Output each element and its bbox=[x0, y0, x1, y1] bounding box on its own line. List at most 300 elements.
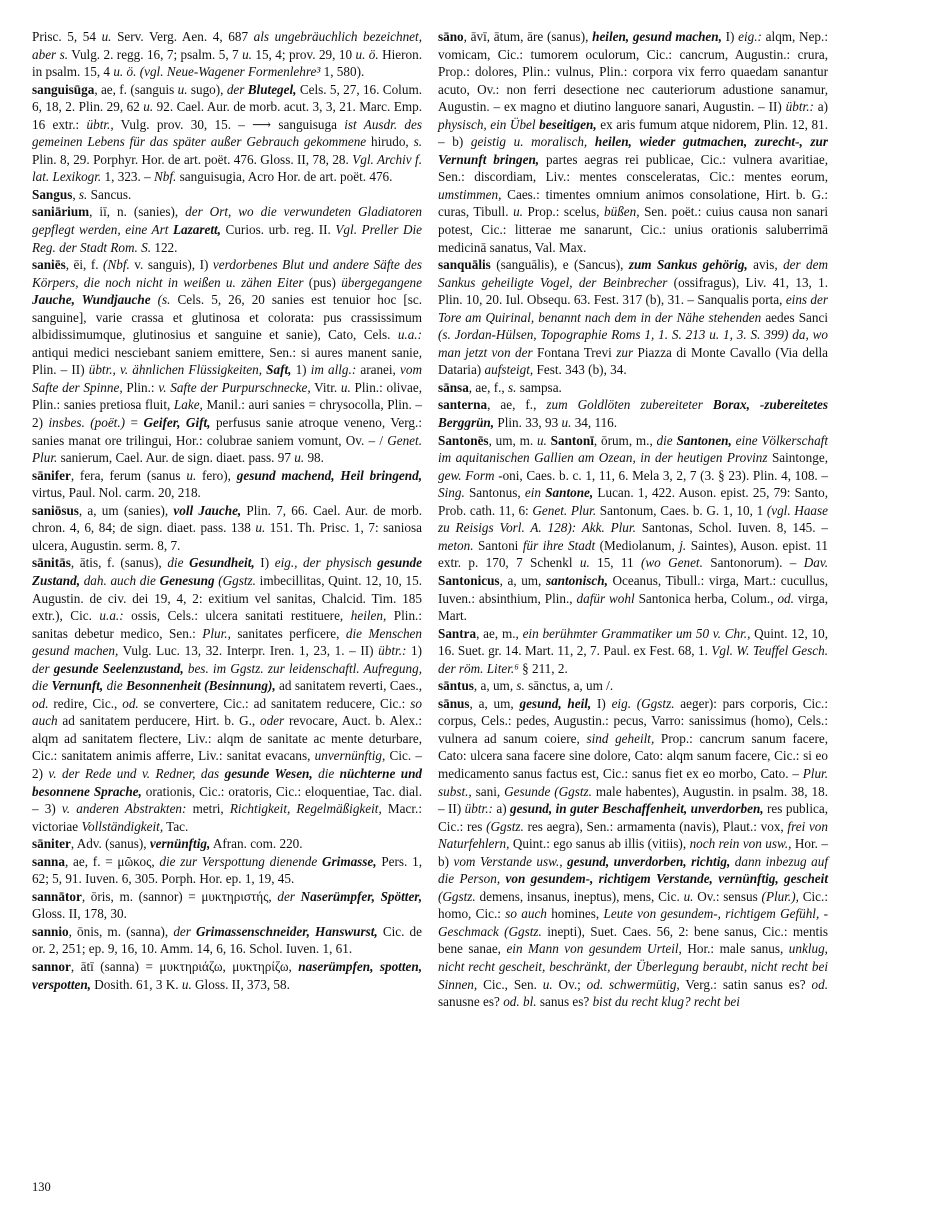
entry-text: (s. bbox=[157, 292, 171, 308]
headword: saniōsus bbox=[32, 502, 79, 518]
entry-text: , a, um, bbox=[469, 695, 520, 711]
entry-text: Santone, bbox=[545, 485, 594, 501]
entry-text: , ēi, f. bbox=[65, 257, 104, 273]
entry-text: , ae, f. = μῶκος, bbox=[65, 853, 160, 869]
entry-text: Borax, -zubereitetes Berggrün, bbox=[438, 397, 828, 431]
entry-text: Geifer, Gift, bbox=[143, 415, 211, 431]
entry-text: Leute von gesundem-, richtigem Gefühl, -Geschmack (Ggstz. bbox=[438, 906, 828, 939]
entry-text: die Menschen gesund machen, bbox=[32, 625, 422, 659]
entry-text: a) bbox=[492, 801, 511, 817]
entry-text: Vulg. Luc. 13, 32. Interpr. Iren. 1, 23, 1. – II) bbox=[118, 643, 379, 659]
entry-text: Gloss. II, 373, 58. bbox=[191, 976, 290, 992]
headword: sāno bbox=[438, 29, 464, 44]
entry-text: sanierum, Cael. Aur. de sign. diaet. pass. 97 bbox=[57, 450, 295, 466]
entry-text: hirudo, bbox=[366, 134, 414, 150]
entry-text: Gloss. II, 178, 30. bbox=[32, 906, 127, 922]
entry-text: die bbox=[656, 432, 673, 448]
entry-text: sanus es? bbox=[536, 994, 593, 1010]
entry-text: u. bbox=[186, 467, 197, 483]
entry-text: von gesundem-, richtigem Verstande, vernünftig, gescheit bbox=[505, 871, 828, 887]
entry-text: Plin.: sanitas debetur medico, Sen.: bbox=[32, 608, 423, 641]
entry-text: alqm, Nep.: vomicam, Cic.: tumorem oculorum, Cic.: cancrum, Augustin.: crura, Prop.: dolores, Plin.: vulnus, Plin.: corpora vix ferro quaedam sanantur acuto, Ov.: non ferri desectione nec cauteriorum adustione sanamur, Augustin. – ex magno et diutino languore sanari, Augustin. – II) bbox=[438, 29, 828, 115]
entry-text: 1, 323. – bbox=[101, 169, 154, 185]
entry-text: res aegra), Sen.: armamenta (navis), Plaut.: vox, bbox=[523, 818, 788, 834]
entry-text: Santonum, Caes. b. G. 1, 10, 1 bbox=[596, 502, 767, 518]
entry-text: avis, bbox=[747, 257, 784, 273]
entry-text: s. bbox=[516, 678, 525, 694]
entry-text: Serv. Verg. Aen. 4, 687 bbox=[111, 29, 254, 44]
entry-text: Macr.: victoriae bbox=[32, 801, 422, 834]
entry-text: u. bbox=[255, 520, 266, 536]
entry-text: Lazarett, bbox=[172, 222, 221, 238]
entry-text: u. ö. bbox=[355, 46, 379, 62]
entry-text: u.a.: bbox=[397, 327, 422, 343]
entry-text: Vgl. Preller Die Reg. der Stadt Rom. S. bbox=[32, 222, 423, 255]
entry-text: der bbox=[226, 81, 245, 97]
entry-text: sugo), bbox=[187, 81, 227, 97]
entry-text: , ae, m., bbox=[476, 625, 523, 641]
entry-text: res publica, Cic.: res bbox=[438, 801, 828, 834]
entry-text: übergegangene bbox=[341, 274, 423, 290]
entry-text: ist Ausdr. des gemeinen Lebens für das später außer Gebrauch gekommene bbox=[32, 116, 422, 150]
entry-text: Genet. Plur. bbox=[532, 502, 597, 518]
entry-text: (s. Jordan-Hülsen, Topographie Roms 1, 1. S. 213 u. 1, 3. S. 399) da, wo man jetzt von der bbox=[438, 327, 828, 360]
dictionary-entry bbox=[438, 396, 828, 431]
entry-text: (Ggstz. bbox=[438, 888, 476, 904]
entry-text: gesunde Zustand, bbox=[32, 555, 422, 588]
entry-text: (Plur.), bbox=[761, 888, 799, 904]
entry-text: gesund, heil, bbox=[519, 695, 592, 711]
entry-text: , a, um, bbox=[473, 678, 517, 694]
entry-text: od. bbox=[777, 590, 794, 606]
entry-text: Verg.: satin sanus es? bbox=[679, 976, 812, 992]
entry-text: Plin.: olivae, Plin.: sanies pretiosa fluit, bbox=[32, 379, 423, 413]
entry-text: 34, 116. bbox=[571, 415, 618, 431]
left-column bbox=[32, 28, 422, 993]
entry-text: 15, 4; prov. 29, 10 bbox=[251, 46, 356, 62]
entry-text: im allg.: bbox=[310, 362, 357, 378]
entry-text: zum Sankus gehörig, bbox=[628, 257, 748, 273]
entry-text: s. bbox=[413, 134, 423, 150]
dictionary-entry bbox=[438, 625, 828, 678]
entry-text: Naserümpfer, Spötter, bbox=[300, 888, 422, 904]
dictionary-entry bbox=[438, 432, 828, 625]
entry-text: od. bl. bbox=[503, 994, 537, 1010]
entry-text: zur bbox=[616, 344, 634, 360]
entry-text: sanguisugia, Acro Hor. de art. poët. 476. bbox=[176, 169, 393, 185]
entry-text: geistig u. moralisch, bbox=[470, 134, 588, 150]
entry-text: übtr.: bbox=[464, 801, 493, 817]
entry-text: übtr., v. ähnlichen Flüssigkeiten, bbox=[88, 362, 263, 378]
entry-text: Hor.: male sanus, bbox=[681, 941, 789, 957]
entry-text: Vernunft, bbox=[51, 678, 104, 694]
entry-text: Besonnenheit (Besinnung), bbox=[126, 678, 276, 694]
entry-text: Vollständigkeit, bbox=[81, 818, 164, 834]
entry-text: Plin.: bbox=[122, 379, 159, 395]
entry-text: Santonica herba, Colum., bbox=[634, 590, 778, 606]
entry-text: unklug, nicht recht gescheit, beschränkt, der Überlegung beraubt, nicht recht bei Sinnen, bbox=[438, 941, 828, 992]
entry-text: u. bbox=[513, 204, 523, 220]
entry-text: Pers. 1, 62; 5, 91. Iuven. 6, 305. Porph. Hor. ep. 1, 19, 45. bbox=[32, 853, 422, 887]
headword: sānifer bbox=[32, 467, 71, 483]
entry-text: Vgl. Archiv f. lat. Lexikogr. bbox=[32, 151, 422, 185]
entry-text: meton. bbox=[438, 537, 474, 553]
entry-text: Nbf. bbox=[153, 169, 177, 185]
entry-text: Fest. 343 (b), 34. bbox=[533, 362, 627, 378]
entry-text: Grimassenschneider, Hanswurst, bbox=[196, 923, 378, 939]
entry-text: Piazza di Monte Cavallo (Via della Dataria) bbox=[438, 344, 829, 378]
entry-text: , fera, ferum (sanus bbox=[70, 467, 187, 483]
entry-text: ad sanitatem perducere, Hirt. b. G., bbox=[57, 713, 260, 729]
entry-text: die bbox=[318, 765, 335, 781]
entry-text: 122. bbox=[151, 239, 178, 255]
entry-text: ein bbox=[524, 485, 541, 501]
entry-text: verdorbenes Blut und andere Säfte des Körpers, die noch nicht in weißen u. zähen Eiter bbox=[32, 257, 422, 290]
entry-text: oder bbox=[259, 713, 285, 729]
entry-text: Hor. – b) bbox=[438, 836, 829, 869]
right-column bbox=[438, 28, 828, 1011]
entry-text: Plin. 7, 66. Cael. Aur. de morb. chron. 4, 6, 84; de sign. diaet. pass. 138 bbox=[32, 502, 422, 536]
entry-text: homines, bbox=[546, 906, 604, 922]
entry-text: u. bbox=[579, 555, 590, 571]
entry-text: = bbox=[125, 415, 144, 431]
entry-text: I) bbox=[591, 695, 612, 711]
dictionary-entry bbox=[438, 379, 828, 397]
entry-text: Sing. bbox=[438, 485, 465, 501]
entry-text: od. schwermütig, bbox=[586, 976, 680, 992]
entry-text: Gesunde (Ggstz. bbox=[504, 783, 592, 799]
entry-text: Dosith. 61, 3 K. bbox=[90, 976, 182, 992]
entry-text: u. bbox=[536, 432, 547, 448]
entry-text: u. bbox=[143, 99, 154, 115]
entry-text: u. bbox=[181, 976, 192, 992]
entry-text: inepti), Suet. Caes. 56, 2: bene sanus, Cic.: mentis bene sanae, bbox=[438, 923, 828, 957]
headword: saniārium bbox=[32, 204, 90, 220]
entry-text: Blutegel, bbox=[247, 81, 297, 97]
entry-text: (Ggstz. bbox=[218, 572, 256, 588]
entry-text: fero), bbox=[196, 467, 237, 483]
entry-text bbox=[151, 292, 158, 307]
entry-text: orationis, Cic.: oratoris, Cic.: eloquentiae, Tac. dial. – 3) bbox=[32, 783, 422, 817]
headword: sannio bbox=[32, 923, 69, 939]
entry-text: od. bbox=[122, 695, 139, 711]
entry-text: , bbox=[72, 186, 79, 202]
entry-text: übtr.: bbox=[378, 643, 407, 659]
entry-text: sind geheilt, bbox=[586, 730, 655, 746]
headword: sāntus bbox=[438, 678, 474, 694]
entry-text: virga, Mart. bbox=[438, 590, 828, 624]
entry-text: u. bbox=[101, 29, 112, 44]
entry-text: gesunde Wesen, bbox=[224, 765, 313, 781]
entry-text: Fontana Trevi bbox=[532, 344, 617, 360]
entry-text: u. bbox=[177, 81, 188, 97]
entry-text bbox=[587, 134, 595, 149]
entry-text: santonisch, bbox=[545, 572, 608, 588]
entry-text: metri, bbox=[186, 801, 230, 817]
entry-text: übtr.: bbox=[785, 99, 814, 115]
entry-text: § 211, 2. bbox=[518, 660, 568, 676]
entry-text: vom Safte der Spinne, bbox=[32, 362, 422, 395]
entry-text: aufsteigt, bbox=[484, 362, 534, 378]
headword: sanquālis bbox=[438, 257, 491, 273]
entry-text: aranei, bbox=[356, 362, 400, 378]
entry-text: Afran. com. 220. bbox=[210, 836, 303, 852]
entry-text: redire, Cic., bbox=[48, 695, 123, 711]
entry-text: perfusus sanie atroque veneno, Verg.: sanies manat ore trilingui, Hor.: colubrae saniem vomunt, Ov. – / bbox=[32, 415, 422, 448]
entry-text: antiqui medici nesciebant saniem emittere, Sen.: si aures manent sanie, Plin. – II) bbox=[32, 344, 422, 378]
entry-text: ossis, Cels.: ulcera sanitati restituere, bbox=[123, 608, 351, 624]
entry-text: gesund, in guter Beschaffenheit, unverdorben, bbox=[510, 801, 764, 817]
entry-text: , ae, f. (sanguis bbox=[94, 81, 178, 97]
entry-text: heilen, gesund machen, bbox=[592, 29, 722, 44]
headword: Santonī bbox=[550, 432, 594, 448]
entry-text: so auch bbox=[505, 906, 547, 922]
entry-text: eig., der physisch bbox=[274, 555, 372, 571]
entry-text: s. bbox=[507, 379, 517, 395]
headword: sannātor bbox=[32, 888, 82, 904]
entry-text: Plin. 33, 93 bbox=[494, 415, 562, 431]
entry-text: , ae, f., bbox=[468, 379, 508, 395]
entry-text: aedes Sanci bbox=[761, 309, 828, 325]
entry-text: ad sanitatem reverti, Caes., bbox=[275, 678, 423, 694]
entry-text: Cels. 5, 27, 16. Colum. 6, 18, 2. Plin. 29, 62 bbox=[32, 81, 422, 115]
entry-text: j. bbox=[679, 537, 687, 553]
entry-text: zum Goldlöten zubereiteter bbox=[546, 397, 703, 413]
entry-text: Sen. poët.: cuius causa non sanari potest, Cic.: litterae me sanarunt, Cic.: unius orationis saluberrimā medicinā sanatus, Val. Max. bbox=[438, 204, 828, 255]
headword: sanguisūga bbox=[32, 81, 95, 97]
dictionary-entry bbox=[32, 467, 422, 502]
entry-text: , Adv. (sanus), bbox=[70, 836, 150, 852]
entry-text: unvernünftig, bbox=[314, 748, 386, 764]
entry-text: Santonen, bbox=[676, 432, 732, 448]
entry-text: imbecillitas, Quint. 12, 10, 15. Augustin. de civ. dei 19, 4, 2: exitium vel sanitas, Chalcid. Tim. 185 extr.), Cic. bbox=[32, 572, 423, 624]
entry-text: u. bbox=[242, 46, 252, 62]
entry-text: 1, 580). bbox=[320, 64, 365, 80]
entry-text: 1) bbox=[291, 362, 311, 378]
entry-text: übtr., bbox=[86, 116, 114, 132]
entry-text: (pus) bbox=[303, 274, 342, 290]
entry-text: Dav. bbox=[803, 555, 828, 571]
entry-text: , um, m. bbox=[488, 432, 537, 448]
entry-text: Santonorum). – bbox=[702, 555, 804, 571]
entry-text: od. bbox=[32, 695, 49, 711]
entry-text: heilen, wieder gutmachen, zurecht-, zur Vernunft bringen, bbox=[438, 134, 828, 167]
entry-text: für ihre Stadt bbox=[522, 537, 596, 553]
entry-text: u. bbox=[561, 415, 572, 431]
dictionary-entry bbox=[438, 256, 828, 379]
entry-text: demens, insanus, ineptus), mens, Cic. bbox=[475, 888, 684, 904]
entry-text: die bbox=[167, 555, 184, 571]
entry-text: , iī, n. (sanies), bbox=[89, 204, 186, 220]
entry-text: noch rein von usw., bbox=[689, 836, 792, 852]
entry-text: heilen, bbox=[350, 608, 387, 624]
entry-text: Quint.: ego sanus ab illis (vitiis), bbox=[509, 836, 690, 852]
entry-text: se convertere, Cic.: ad sanitatem reducere, Cic.: bbox=[138, 695, 411, 711]
entry-text: u. ö. (vgl. Neue-Wagener Formenlehre³ bbox=[113, 64, 321, 80]
entry-text: , āvī, ātum, āre (sanus), bbox=[463, 29, 593, 44]
entry-text bbox=[703, 397, 713, 412]
entry-text: Santonas, Schol. Iuven. 8, 145. – bbox=[635, 520, 828, 536]
entry-text: 1) bbox=[406, 643, 422, 659]
entry-text: , ae, f., bbox=[487, 397, 547, 413]
entry-text: Gesundheit, bbox=[189, 555, 255, 571]
entry-text: Richtigkeit, Regelmäßigkeit, bbox=[229, 801, 382, 817]
entry-text: , ātī (sanna) = μυκτηριάζω, μυκτηρίζω, bbox=[70, 958, 299, 974]
dictionary-entry bbox=[438, 695, 828, 1011]
entry-text: -oni, Caes. b. c. 1, 11, 6. Mela 3, 2, 7 (3. § 23). Plin. 4, 108. – bbox=[494, 467, 828, 483]
headword: sāniter bbox=[32, 836, 71, 852]
headword: sanna bbox=[32, 853, 65, 869]
entry-text: partes aegras rei publicae, Cic.: vulnera avaritiae, Sen.: discordiam, Liv.: mentes consceleratas, Cic.: mentes eorum, bbox=[438, 151, 828, 185]
entry-text: gew. Form bbox=[438, 467, 495, 483]
dictionary-entry bbox=[32, 958, 422, 993]
entry-text: v. der Rede und v. Redner, das bbox=[48, 765, 220, 781]
entry-text: od. bbox=[811, 976, 828, 992]
entry-text: beseitigen, bbox=[539, 116, 597, 132]
entry-text: I) bbox=[721, 29, 739, 44]
page-number: 130 bbox=[32, 1180, 51, 1194]
entry-text: bes. im Ggstz. zur leidenschaftl. Aufregung, die bbox=[32, 660, 423, 694]
entry-text: 15, 11 bbox=[589, 555, 641, 571]
entry-text: physisch, ein Übel bbox=[438, 116, 536, 132]
entry-text: v. anderen Abstrakten: bbox=[61, 801, 187, 817]
entry-text: sanitates perficere, bbox=[230, 625, 346, 641]
entry-text: Saintes), Auson. epist. 11 extr. p. 170, 7 Schenkl bbox=[438, 537, 828, 571]
entry-text: (wo Genet. bbox=[640, 555, 703, 571]
entry-text: Cic.: homo, Cic.: bbox=[438, 888, 828, 922]
entry-text: I) bbox=[254, 555, 275, 571]
entry-text: dann inbezug auf die Person, bbox=[438, 853, 828, 887]
entry-text: Hieron. in psalm. 15, 4 bbox=[32, 46, 423, 80]
entry-text: v. Safte der Purpurschnecke, bbox=[158, 379, 311, 395]
entry-text: büßen, bbox=[604, 204, 640, 220]
entry-text: der dem Sankus geheiligte Vogel, der Beinbrecher bbox=[438, 257, 829, 290]
entry-text: Plin. 8, 29. Porphyr. Hor. de art. poët. 476. Gloss. II, 78, 28. bbox=[32, 151, 353, 167]
entry-text: u.a.: bbox=[99, 608, 124, 624]
entry-text: sānctus, a, um /. bbox=[524, 678, 614, 694]
entry-text: eins der Tore am Quirinal, benannt nach dem in der Nähe stehenden bbox=[438, 292, 829, 325]
entry-text: a) bbox=[813, 99, 829, 115]
dictionary-entry bbox=[32, 186, 422, 204]
headword: Santra bbox=[438, 625, 477, 641]
entry-text: (Nbf. bbox=[103, 257, 130, 273]
entry-text: (Mediolanum, bbox=[595, 537, 680, 553]
headword: sānsa bbox=[438, 379, 469, 395]
headword: Sangus bbox=[32, 186, 73, 202]
headword: sānitās bbox=[32, 555, 71, 571]
entry-text: (sanguālis), e (Sancus), bbox=[490, 257, 629, 273]
dictionary-entry bbox=[32, 502, 422, 555]
entry-text: , ōris, m. (sannor) = μυκτηριστής, bbox=[81, 888, 278, 904]
entry-text: Saft, bbox=[266, 362, 292, 378]
entry-text: der bbox=[277, 888, 295, 904]
entry-text: die zur Verspottung dienende bbox=[159, 853, 318, 869]
entry-text: der bbox=[32, 660, 50, 676]
entry-text: sampsa. bbox=[516, 379, 562, 395]
entry-text: der bbox=[173, 923, 191, 939]
entry-text: gesunde Seelenzustand, bbox=[53, 660, 184, 676]
entry-text: nüchterne und besonnene Sprache, bbox=[32, 765, 423, 799]
entry-text: Manil.: auri sanies = chrysocolla, Plin. – 2) bbox=[32, 397, 423, 431]
entry-text: Prisc. 5, 54 bbox=[32, 29, 102, 44]
entry-text: Vulg. 2. regg. 16, 7; psalm. 5, 7 bbox=[68, 46, 243, 62]
entry-text: revocare, Auct. b. Alex.: alqm ad sanitatem flectere, Liv.: alqm de sanitate ac mente deturbare, Cic.: sanitatem animis afferre, Liv.: sanitat evacans, bbox=[32, 713, 422, 764]
entry-text: als ungebräuchlich bezeichnet, aber s. bbox=[32, 29, 422, 62]
dictionary-entry bbox=[32, 203, 422, 256]
dictionary-entry bbox=[32, 28, 422, 81]
dictionary-entry bbox=[32, 256, 422, 467]
dictionary-entry bbox=[32, 554, 422, 835]
dictionary-entry bbox=[32, 923, 422, 958]
headword: santerna bbox=[438, 397, 488, 413]
entry-text: Ov.: sensus bbox=[693, 888, 762, 904]
entry-text: aeger): pars corporis, Cic.: corpus, Cels.: pedes, Augustin.: pecus, Varro: sanissimus (homo), Cels.: vulnera ad sanum coiere, bbox=[438, 695, 828, 746]
entry-text: vom Verstande usw., bbox=[453, 853, 563, 869]
entry-text: Prop.: cancrum sanum facere, Cato: ulcera sana facere sine dolore, Cato: alqm sanum facere, Cic.: si eo medicamento sanus factus est, Cic.: sanus fiet ex eo morbo, Cato. – bbox=[438, 730, 829, 781]
entry-text: Cic. de or. 2, 251; ep. 9, 16, 10. Amm. 14, 6, 16. Schol. Iuven. 1, 61. bbox=[32, 923, 422, 957]
headword: Santonēs bbox=[438, 432, 489, 448]
entry-text: v. sanguis), I) bbox=[129, 257, 213, 273]
entry-text: virtus, Paul. Nol. carm. 20, 218. bbox=[32, 485, 201, 501]
entry-text: Quint. 12, 10, 16. Suet. gr. 14. Mart. 11, 2, 7. Paul. ex Fest. 68, 1. bbox=[438, 625, 828, 659]
entry-text: vernünftig, bbox=[149, 836, 211, 852]
entry-text: u. bbox=[542, 976, 553, 992]
entry-text: u. bbox=[340, 379, 351, 395]
entry-text: umstimmen, bbox=[438, 186, 502, 202]
dictionary-entry bbox=[32, 81, 422, 186]
entry-text: Cic., Sen. bbox=[477, 976, 543, 992]
entry-text: frei von Naturfehlern, bbox=[438, 818, 828, 852]
entry-text: s. bbox=[78, 186, 88, 202]
headword: saniēs bbox=[32, 257, 66, 273]
entry-text: eig. (Ggstz. bbox=[611, 695, 675, 711]
headword: sannor bbox=[32, 958, 71, 974]
entry-text: dafür wohl bbox=[576, 590, 635, 606]
entry-text: sani, bbox=[471, 783, 505, 799]
entry-text: Santoni bbox=[473, 537, 523, 553]
entry-text: male habentes), Augustin. in psalm. 38, 18. – II) bbox=[438, 783, 828, 817]
entry-text: Oceanus, Tibull.: virga, Mart.: cucullus, Iuven.: absinthium, Plin., bbox=[438, 572, 828, 606]
entry-text: eine Völkerschaft im aquitanischen Gallien am Ozean, in der heutigen Provinz bbox=[438, 432, 829, 466]
entry-text: u. bbox=[294, 450, 305, 466]
entry-text: bist du recht klug? recht bei bbox=[592, 994, 740, 1010]
entry-text: u. bbox=[683, 888, 694, 904]
entry-text: naserümpfen, spotten, verspotten, bbox=[32, 958, 422, 992]
entry-text: insbes. (poët.) bbox=[48, 415, 126, 431]
entry-text: , ātis, f. (sanus), bbox=[70, 555, 168, 571]
entry-text: Jauche, Wundjauche bbox=[32, 292, 151, 308]
entry-text: Tac. bbox=[163, 818, 189, 834]
entry-text: Plur., bbox=[202, 625, 231, 641]
headword: Santonicus bbox=[438, 572, 500, 588]
entry-text: voll Jauche, bbox=[173, 502, 242, 518]
entry-text: eig.: bbox=[738, 29, 762, 44]
entry-text: , a, um, bbox=[499, 572, 546, 588]
entry-text: (Ggstz. bbox=[486, 818, 524, 834]
entry-text: , a, um (sanies), bbox=[78, 502, 174, 518]
entry-text: Caes.: timentes omnium animos consolatione, Hirt. b. G.: curas, Tibull. bbox=[438, 186, 828, 220]
entry-text: , ōnis, m. (sanna), bbox=[68, 923, 174, 939]
dictionary-entry bbox=[438, 677, 828, 695]
entry-text: (ossifragus), Liv. 41, 13, 1. Plin. 10, 20. Iul. Obsequ. 63. Fest. 317 (b), 31. – Sanqualis porta, bbox=[438, 274, 829, 308]
dictionary-entry bbox=[32, 835, 422, 853]
entry-text: Genesung bbox=[159, 572, 215, 588]
entry-text: (vgl. Haase zu Reisigs Vorl. A. 128): Akk. Plur. bbox=[438, 502, 828, 536]
entry-text: Lake, bbox=[173, 397, 203, 413]
dictionary-entry bbox=[438, 28, 828, 256]
dictionary-entry bbox=[32, 888, 422, 923]
entry-text: ein berühmter Grammatiker um 50 v. Chr., bbox=[522, 625, 751, 641]
